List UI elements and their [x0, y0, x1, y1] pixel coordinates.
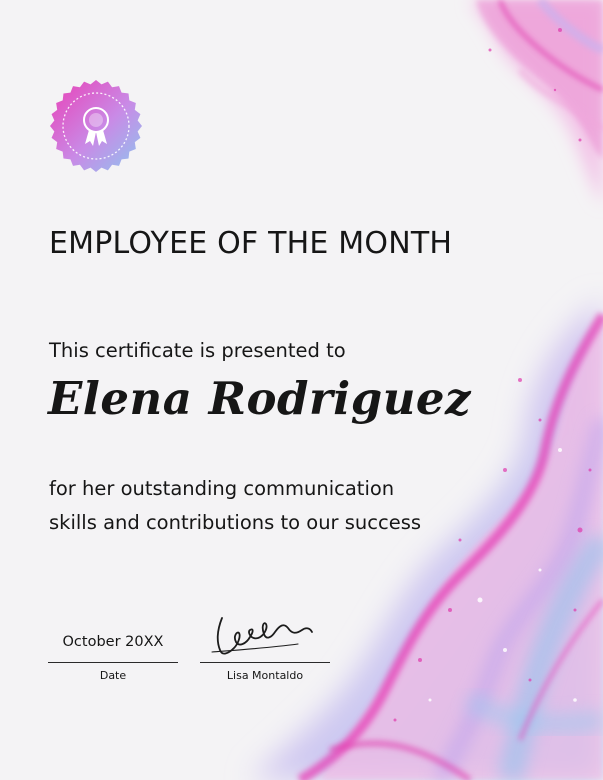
- award-reason-line-2: skills and contributions to our success: [49, 511, 422, 534]
- award-ribbon-icon: [49, 79, 143, 173]
- date-line: [48, 662, 178, 663]
- certificate-title: EMPLOYEE OF THE MONTH: [49, 226, 453, 261]
- date-label: Date: [99, 669, 127, 682]
- signature-line: [200, 662, 330, 663]
- recipient-name: Elena Rodriguez: [48, 372, 472, 425]
- signer-name: Lisa Montaldo: [226, 669, 304, 682]
- award-reason-line-1: for her outstanding communication: [49, 477, 395, 500]
- presented-to-text: This certificate is presented to: [49, 339, 346, 362]
- date-value: October 20XX: [62, 634, 164, 650]
- award-reason: [49, 472, 469, 540]
- handwritten-signature: [208, 612, 318, 660]
